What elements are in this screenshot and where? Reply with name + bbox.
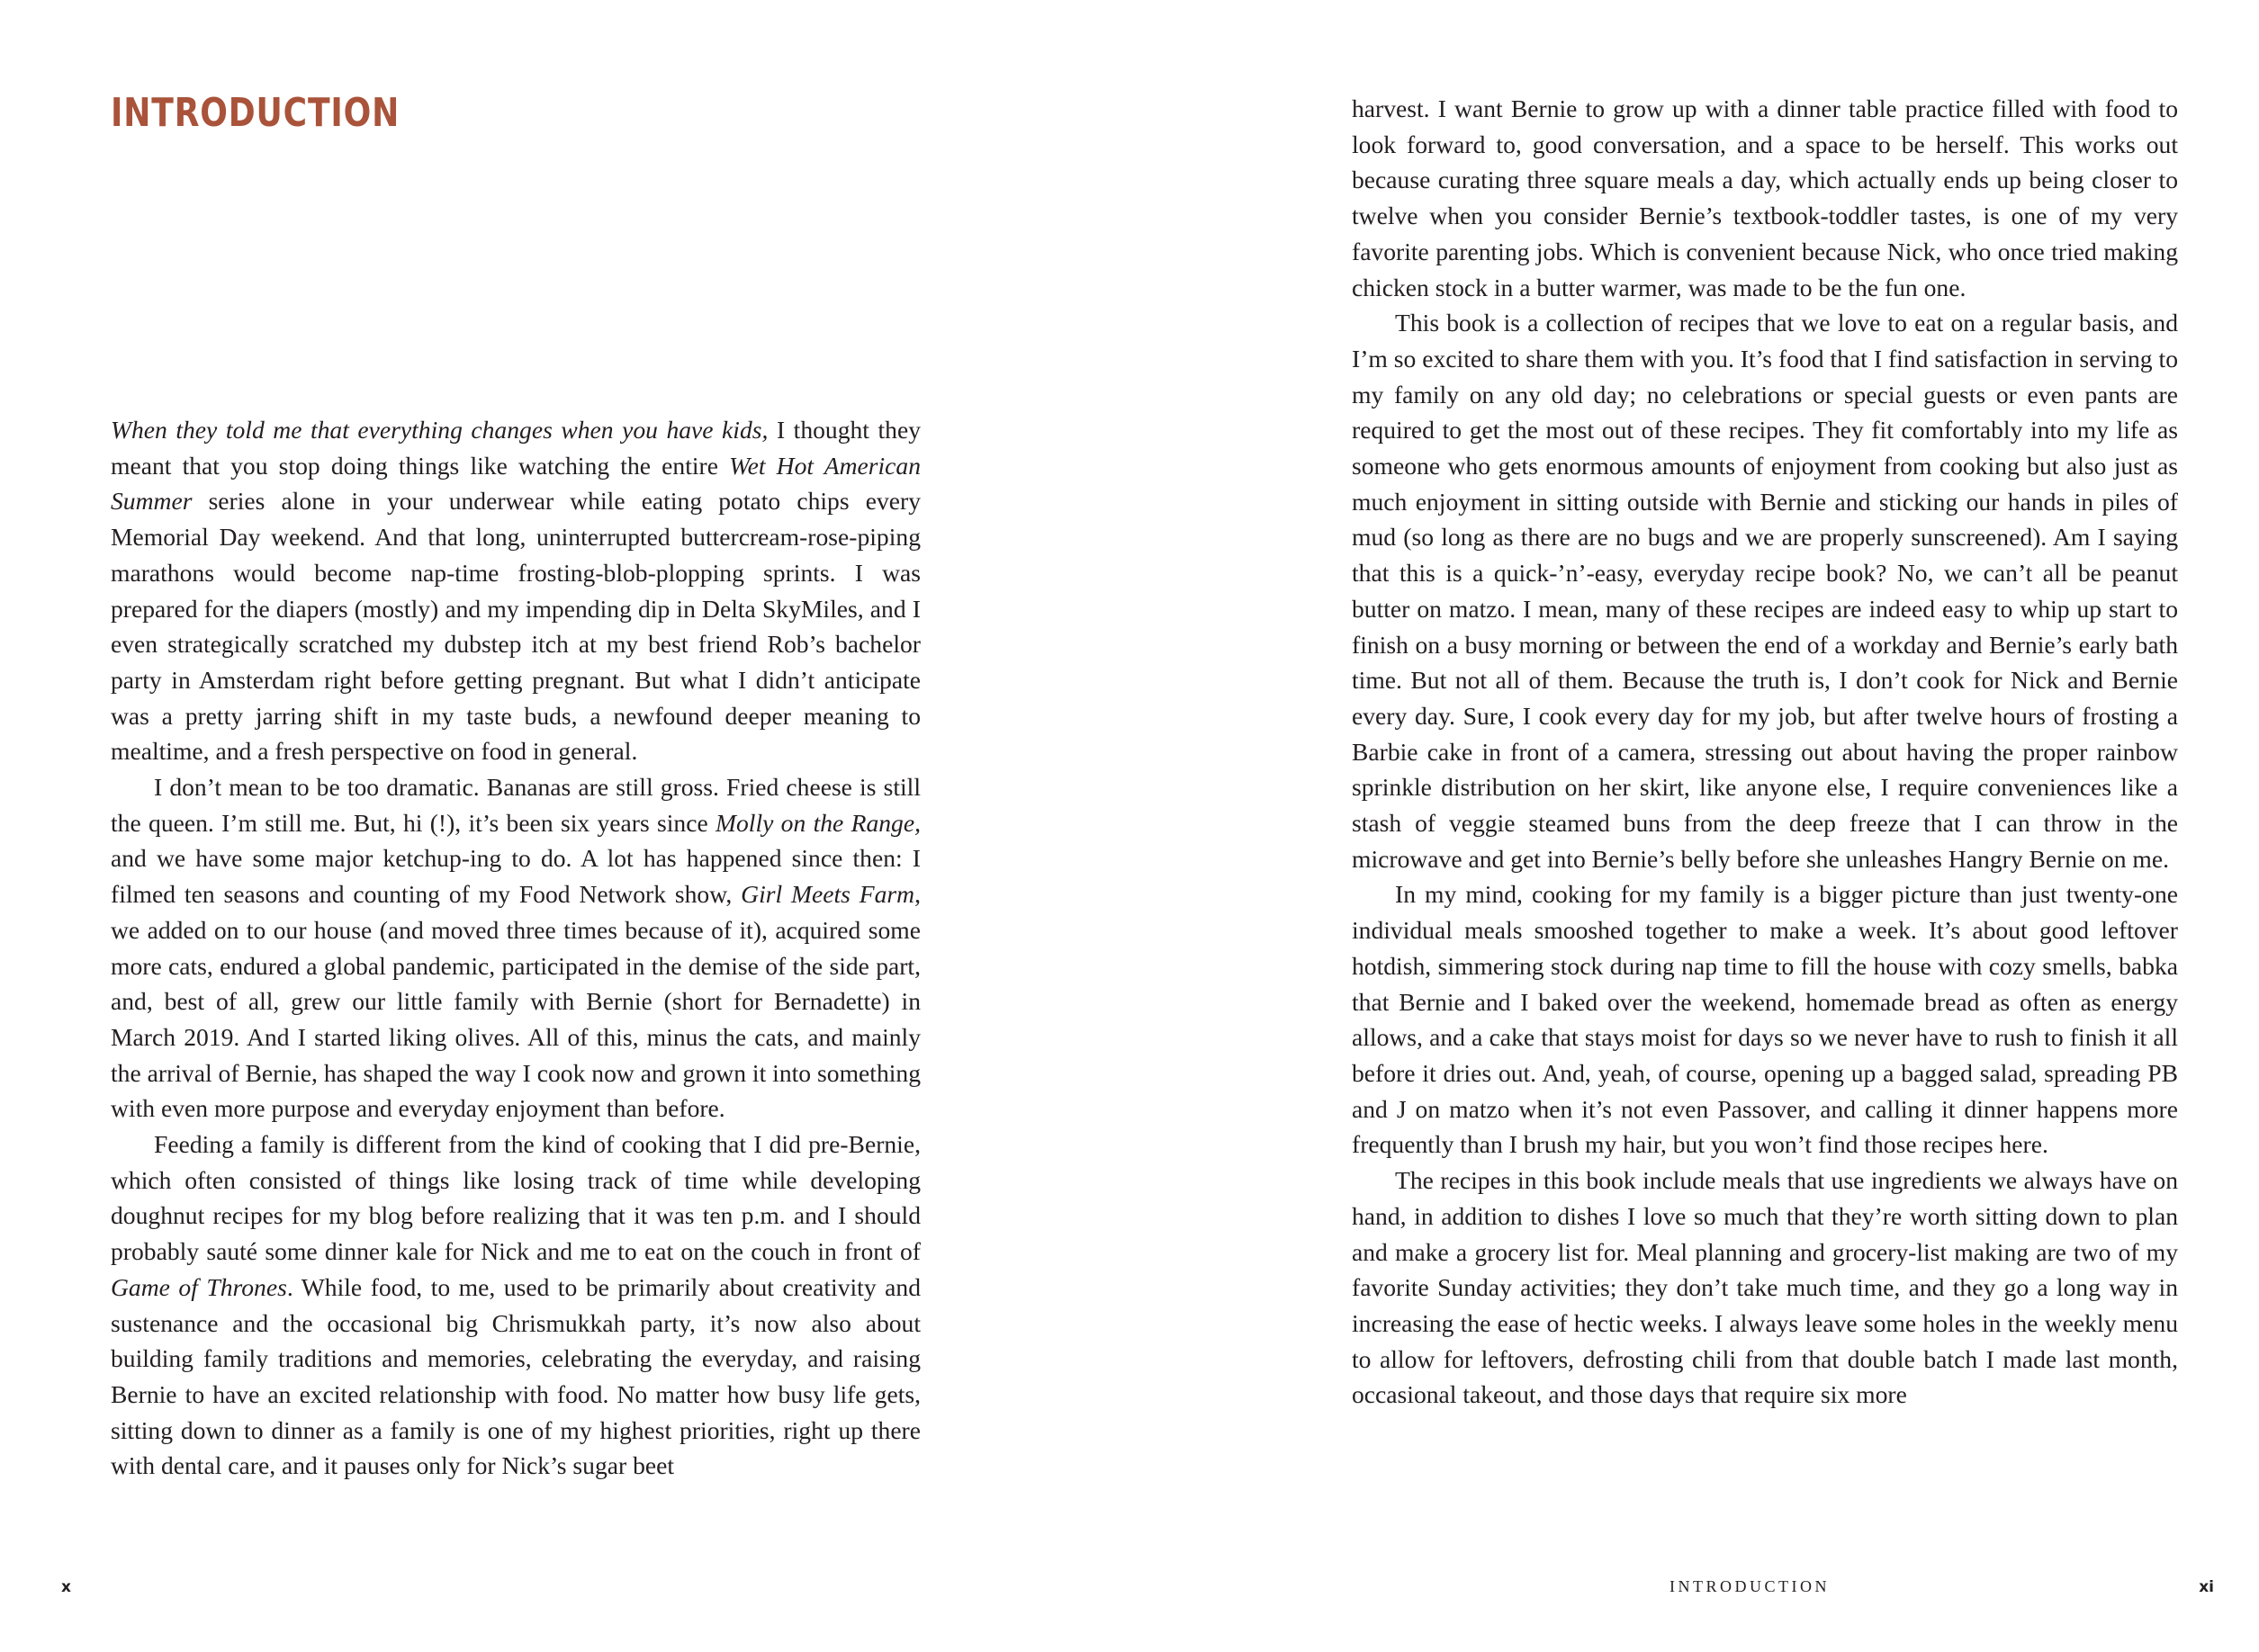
page-number: xi bbox=[2199, 1578, 2214, 1596]
page-number: x bbox=[61, 1578, 71, 1596]
show-title: Game of Thrones bbox=[111, 1272, 287, 1301]
left-page-body bbox=[111, 412, 921, 1484]
paragraph: Feeding a family is different from the kind of cooking that I did pre-Bernie, which often consisted of things like losing track of time while developing doughnut recipes for my blog before realizing that it was ten p.m. and I should probably sauté some dinner kale for Nick and me to eat on the couch in front of Game of Thrones. While food, to me, used to be primarily about creativity and sustenance and the occasional big Chrismukkah party, it’s now also about building family traditions and memories, celebrating the everyday, and raising Bernie to have an excited relationship with food. No matter how busy life gets, sitting down to dinner as a family is one of my highest priorities, right up there with dental care, and it pauses only for Nick’s sugar beet bbox=[111, 1130, 921, 1480]
show-title: Girl Meets Farm bbox=[741, 880, 915, 909]
paragraph: This book is a collection of recipes that we love to eat on a regular basis, and I’m so excited to share them with you. It’s food that I find satisfaction in serving to my family on any old day; no celebrations or special guests or even pants are required to get the most out of these recipes. They fit comfortably into my life as someone who gets enormous amounts of enjoyment from cooking but also just as much enjoyment in sitting outside with Bernie and sticking our hands in piles of mud (so long as there are no bugs and we are properly sunscreened). Am I saying that this is a quick-’n’-easy, everyday recipe book? No, we can’t all be peanut butter on matzo. I mean, many of these recipes are indeed easy to whip up start to finish on a busy morning or between the end of a workday and Bernie’s early bath time. But not all of them. Because the truth is, I don’t cook for Nick and Bernie every day. Sure, I cook every day for my job, but after twelve hours of frosting a Barbie cake in front of a camera, stressing out about having the proper rainbow sprinkle distribution on her skirt, like anyone else, I require conveniences like a stash of veggie steamed buns from the deep freeze that I can throw in the microwave and get into Bernie’s belly before she unleashes Hangry Bernie on me. bbox=[1352, 309, 2178, 873]
paragraph: In my mind, cooking for my family is a bigger picture than just twenty-one individual meals smooshed together to make a week. It’s about good leftover hotdish, simmering stock during nap time to fill the house with cozy smells, babka that Bernie and I baked over the weekend, homemade bread as often as energy allows, and a cake that stays moist for days so we never have to rush to finish it all before it dries out. And, yeah, of course, opening up a bagged salad, spreading PB and J on matzo when it’s not even Passover, and calling it dinner happens more frequently than I brush my hair, but you won’t find those recipes here. bbox=[1352, 880, 2178, 1159]
right-page-body bbox=[1352, 91, 2178, 1413]
running-head: INTRODUCTION bbox=[1670, 1577, 1830, 1595]
paragraph: I don’t mean to be too dramatic. Bananas are still gross. Fried cheese is still the queen. I’m still me. But, hi (!), it’s been six years since Molly on the Range, and we have some major ketchup-ing to do. A lot has happened since then: I filmed ten seasons and counting of my Food Network show, Girl Meets Farm, we added on to our house (and moved three times because of it), acquired some more cats, endured a global pandemic, participated in the demise of the side part, and, best of all, grew our little family with Bernie (short for Bernadette) in March 2019. And I started liking olives. All of this, minus the cats, and mainly the arrival of Bernie, has shaped the way I cook now and grown it into something with even more purpose and everyday enjoyment than before. bbox=[111, 773, 922, 1123]
book-title: Molly on the Range, bbox=[716, 808, 921, 837]
show-title: Wet Hot American Summer bbox=[111, 451, 921, 516]
lead-italic-phrase: When they told me that everything changes when you have kids, bbox=[111, 416, 769, 444]
paragraph: The recipes in this book include meals that use ingredients we always have on hand, in addition to dishes I love so much that they’re worth sitting down to plan and make a grocery list for. Meal planning and grocery-list making are two of my favorite Sunday activities; they don’t take much time, and they go a long way in increasing the ease of hectic weeks. I always leave some holes in the weekly menu to allow for leftovers, defrosting chili from that double batch I made last month, occasional takeout, and those days that require six more bbox=[1352, 1166, 2178, 1409]
paragraph: When they told me that everything changes when you have kids, I thought they meant that you stop doing things like watching the entire Wet Hot American Summer series alone in your underwear while eating potato chips every Memorial Day weekend. And that long, uninterrupted buttercream-rose-piping marathons would become nap-time frosting-blob-plopping sprints. I was prepared for the diapers (mostly) and my impending dip in Delta SkyMiles, and I even strategically scratched my dubstep itch at my best friend Rob’s bachelor party in Amsterdam right before getting pregnant. But what I didn’t anticipate was a pretty jarring shift in my taste buds, a newfound deeper meaning to mealtime, and a fresh perspective on food in general. bbox=[111, 416, 921, 766]
right-page bbox=[1130, 0, 2259, 1652]
paragraph: harvest. I want Bernie to grow up with a dinner table practice filled with food to look forward to, good conversation, and a space to be herself. This works out because curating three square meals a day, which actually ends up being closer to twelve when you consider Bernie’s textbook-toddler tastes, is one of my very favorite parenting jobs. Which is convenient because Nick, who once tried making chicken stock in a butter warmer, was made to be the fun one. bbox=[1352, 94, 2178, 301]
chapter-title: INTRODUCTION bbox=[111, 90, 400, 136]
